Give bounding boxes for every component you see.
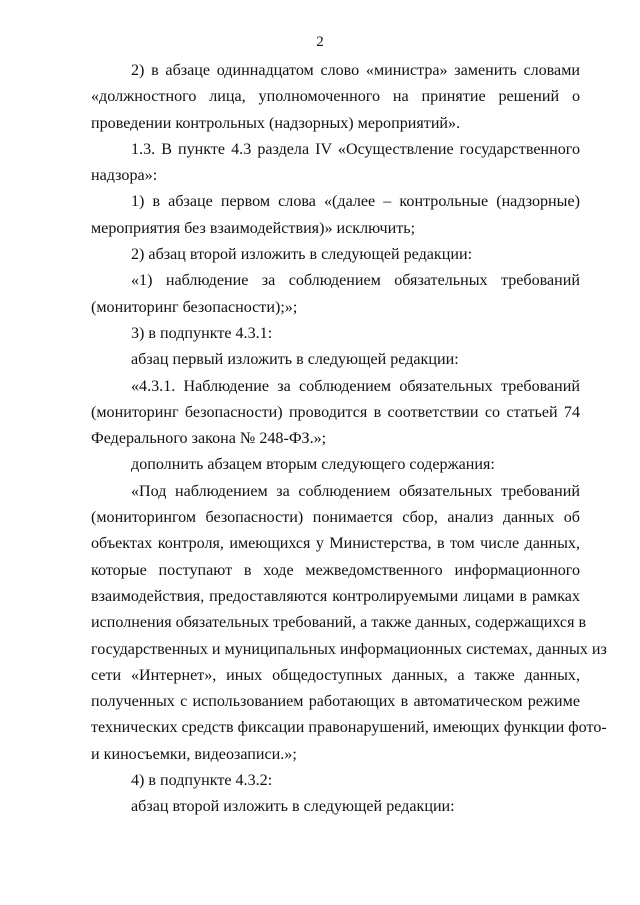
text-line: полученных с использованием работающих в автоматическом режиме [91, 693, 580, 711]
text-line: 2) в абзаце одиннадцатом слово «министра» заменить словами [131, 62, 580, 79]
text-line: надзора»: [91, 167, 158, 185]
text-line: сети «Интернет», иных общедоступных данных, а также данных, [91, 666, 580, 684]
text-line: абзац второй изложить в следующей редакции: [131, 798, 455, 816]
text-line: «должностного лица, уполномоченного на принятие решений о [91, 88, 580, 106]
page-number: 2 [316, 34, 324, 50]
text-line: объектах контроля, имеющихся у Министерства, в том числе данных, [91, 535, 580, 553]
text-line: (мониторинг безопасности) проводится в соответствии со статьей 74 [91, 403, 580, 421]
text-line: 1.3. В пункте 4.3 раздела IV «Осуществление государственного [131, 140, 580, 158]
text-line: 3) в подпункте 4.3.1: [131, 324, 273, 342]
text-line: Федерального закона № 248-ФЗ.»; [91, 430, 327, 448]
text-line: и киносъемки, видеозаписи.»; [91, 745, 297, 763]
text-line: «4.3.1. Наблюдение за соблюдением обязательных требований [131, 377, 580, 395]
text-line: (мониторинг безопасности);»; [91, 298, 298, 316]
text-line: проведении контрольных (надзорных) мероприятий». [91, 114, 461, 132]
text-line: 2) абзац второй изложить в следующей редакции: [131, 246, 473, 264]
text-line: 4) в подпункте 4.3.2: [131, 772, 273, 790]
text-line: исполнения обязательных требований, а также данных, содержащихся в [91, 614, 587, 632]
text-line: 1) в абзаце первом слова «(далее – контрольные (надзорные) [131, 193, 580, 211]
text-line: дополнить абзацем вторым следующего содержания: [131, 456, 495, 474]
document-body [91, 58, 607, 821]
text-line: мероприятия без взаимодействия)» исключить; [91, 219, 416, 237]
text-line: взаимодействия, предоставляются контролируемыми лицами в рамках [91, 587, 580, 605]
text-line: которые поступают в ходе межведомственного информационного [91, 561, 580, 579]
text-line: «1) наблюдение за соблюдением обязательных требований [131, 272, 580, 290]
text-line: государственных и муниципальных информационных системах, данных из [91, 640, 607, 658]
text-line: (мониторингом безопасности) понимается сбор, анализ данных об [91, 509, 580, 527]
text-line: абзац первый изложить в следующей редакции: [131, 351, 459, 369]
text-line: «Под наблюдением за соблюдением обязательных требований [131, 482, 580, 500]
text-line: технических средств фиксации правонарушений, имеющих функции фото- [91, 719, 607, 737]
